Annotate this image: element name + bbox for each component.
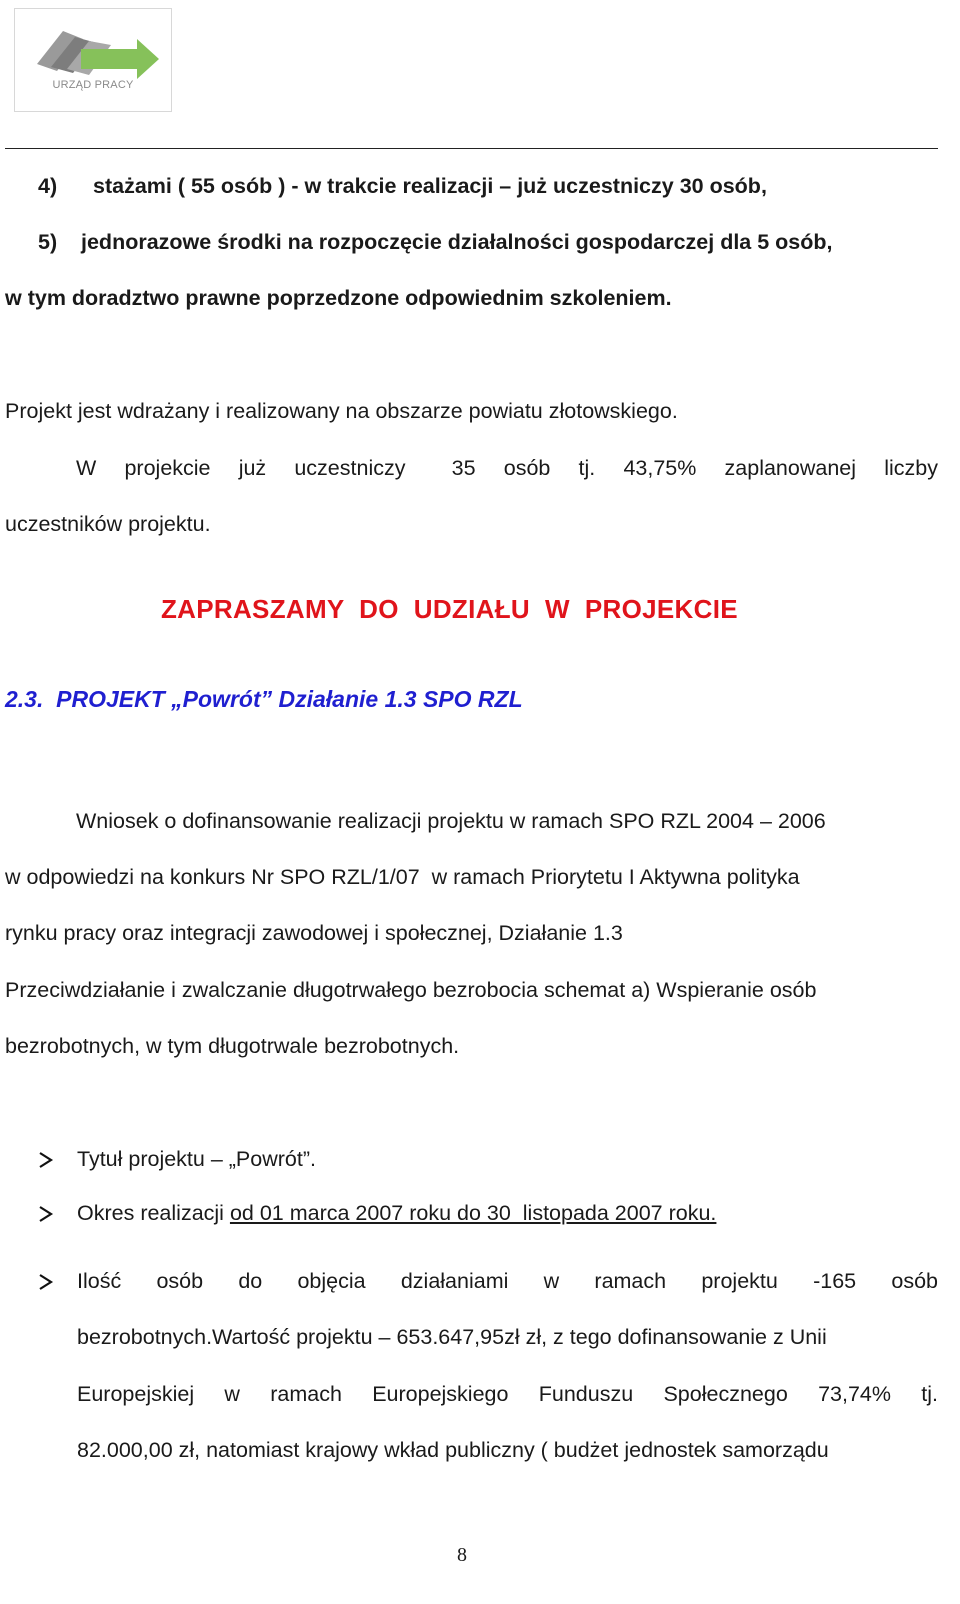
word: do [238,1269,263,1293]
word: projektu [701,1269,778,1293]
word: 35 [451,456,476,480]
project-status-line-2 [76,455,938,481]
word: objęcia [297,1269,366,1293]
project-status-line-3: uczestników projektu. [5,512,211,536]
word: 43,75% [623,456,697,480]
bullet-count-line-3 [77,1381,938,1407]
word: osób [503,456,551,480]
list-item-4-number: 4) [38,174,58,198]
word: 73,74% [818,1382,891,1406]
paragraph-line-3: rynku pracy oraz integracji zawodowej i społecznej, Działanie 1.3 [5,921,623,945]
word: zaplanowanej [724,456,857,480]
bullet-period [77,1200,716,1226]
logo-text: URZĄD PRACY [52,79,134,91]
bullet-count-line-1 [77,1268,938,1294]
project-status-line-1: Projekt jest wdrażany i realizowany na obszarze powiatu złotowskiego. [5,399,678,423]
word: w [543,1269,560,1293]
bullet-count-line-2: bezrobotnych.Wartość projektu – 653.647,95zł zł, z tego dofinansowanie z Unii [77,1325,827,1349]
word: projekcie [124,456,211,480]
list-item-4-text: stażami ( 55 osób ) - w trakcie realizacji – już uczestniczy 30 osób, [93,174,767,198]
word: osób [891,1269,938,1293]
list-item-5-number: 5) [38,230,58,254]
list-item-5-text: jednorazowe środki na rozpoczęcie działalności gospodarczej dla 5 osób, [81,230,833,254]
header-rule [5,148,938,149]
word: osób [156,1269,204,1293]
section-heading: 2.3. PROJEKT „Powrót” Działanie 1.3 SPO RZL [5,686,523,712]
word: w [224,1382,240,1406]
word: ramach [270,1382,342,1406]
word: W [76,456,97,480]
urzad-pracy-logo-icon [15,9,171,111]
word: Funduszu [538,1382,634,1406]
list-item-5-continuation: w tym doradztwo prawne poprzedzone odpowiednim szkoleniem. [5,286,672,310]
word: liczby [884,456,938,480]
paragraph-line-5: bezrobotnych, w tym długotrwale bezrobotnych. [5,1034,460,1058]
page-number: 8 [457,1544,467,1566]
invitation-heading: ZAPRASZAMY DO UDZIAŁU W PROJEKCIE [161,594,738,624]
arrow-bullet-icon [36,1272,58,1292]
word: tj. [921,1382,938,1406]
paragraph-line-2: w odpowiedzi na konkurs Nr SPO RZL/1/07 w ramach Priorytetu I Aktywna polityka [5,865,800,889]
arrow-bullet-icon [36,1204,58,1224]
bullet-count-line-4: 82.000,00 zł, natomiast krajowy wkład publiczny ( budżet jednostek samorządu [77,1438,829,1462]
bullet-title: Tytuł projektu – „Powrót”. [77,1147,316,1171]
word: Europejskiej [77,1382,195,1406]
word: ramach [594,1269,667,1293]
paragraph-line-1: Wniosek o dofinansowanie realizacji projektu w ramach SPO RZL 2004 – 2006 [76,809,826,833]
word: działaniami [400,1269,509,1293]
word: tj. [578,456,596,480]
word: Społecznego [663,1382,788,1406]
word: Ilość [77,1269,122,1293]
period-dates: od 01 marca 2007 roku do 30 listopada 2007 roku. [229,1201,717,1225]
word: uczestniczy [294,456,406,480]
word: Europejskiego [372,1382,509,1406]
paragraph-line-4: Przeciwdziałanie i zwalczanie długotrwałego bezrobocia schemat a) Wspieranie osób [5,978,817,1002]
word: -165 [813,1269,857,1293]
arrow-bullet-icon [36,1150,58,1170]
period-prefix: Okres realizacji [77,1201,230,1225]
word: już [238,456,267,480]
urzad-pracy-logo [14,8,172,112]
